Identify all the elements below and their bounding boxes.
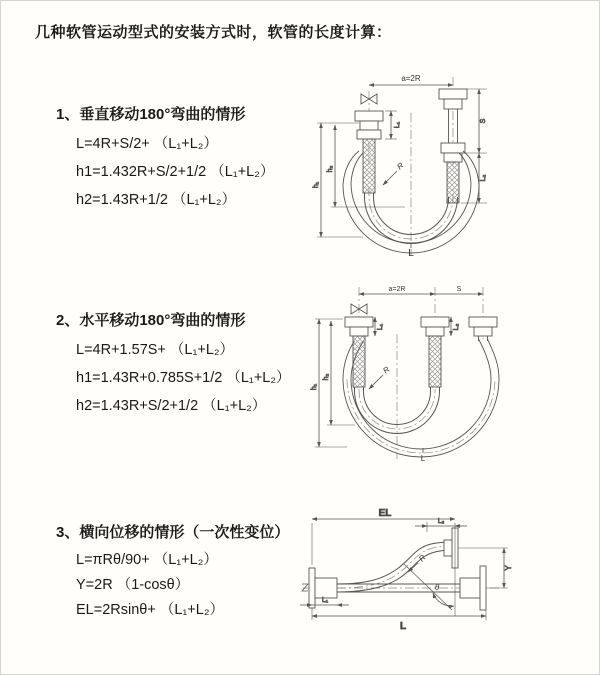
page-title: 几种软管运动型式的安装方式时，软管的长度计算： <box>35 24 392 41</box>
dimension-l1 <box>375 317 384 336</box>
formula-line: L=πRθ/90+ （L₁+L₂） <box>76 552 218 568</box>
centerlines <box>369 77 453 255</box>
radius-label <box>369 365 392 389</box>
dimension-h1 <box>311 319 347 447</box>
section-lateral-displacement <box>56 521 289 623</box>
section-vertical-movement <box>56 103 274 214</box>
centerlines <box>359 287 483 459</box>
formula-line: Y=2R （1-cosθ） <box>76 577 190 593</box>
svg-text:a=2R: a=2R <box>388 286 406 293</box>
svg-text:L₁: L₁ <box>377 323 384 331</box>
left-braided-hose <box>353 336 365 387</box>
formula-line: L=4R+S/2+ （L₁+L₂） <box>76 136 218 152</box>
dimension-l2 <box>451 317 460 336</box>
break-mark <box>302 584 308 591</box>
dimension-l2 <box>415 518 467 532</box>
svg-text:L: L <box>399 621 407 632</box>
dimension-s <box>435 286 483 294</box>
dimension-a2r <box>359 286 435 294</box>
svg-text:R: R <box>381 364 392 376</box>
svg-text:EL: EL <box>378 508 392 519</box>
svg-text:L₂: L₂ <box>453 323 460 331</box>
svg-text:R: R <box>417 553 428 564</box>
length-label <box>421 448 426 463</box>
svg-text:L: L <box>408 248 414 257</box>
right-lower-flange <box>460 566 486 610</box>
dimension-a2r <box>369 74 453 85</box>
dimension-l <box>312 608 486 632</box>
svg-text:S: S <box>480 118 487 124</box>
svg-text:L₁: L₁ <box>394 121 401 129</box>
hose-position-2 <box>343 336 499 457</box>
length-label <box>408 244 414 258</box>
formula-line: h1=1.43R+0.785S+1/2 （L₁+L₂） <box>76 370 291 386</box>
svg-text:Y: Y <box>504 565 513 571</box>
middle-braided-hose <box>429 336 441 387</box>
svg-text:h₁: h₁ <box>313 181 320 189</box>
section-horizontal-movement <box>56 309 290 420</box>
horizontal-180-bend-diagram <box>305 279 555 464</box>
formula-line: h2=1.43R+1/2 （L₁+L₂） <box>76 192 237 208</box>
svg-text:h₂: h₂ <box>327 165 334 173</box>
svg-text:L₁: L₁ <box>321 597 329 604</box>
section-heading: 2、水平移动180°弯曲的情形 <box>56 312 246 329</box>
section-heading: 3、横向位移的情形（一次性变位） <box>56 524 290 541</box>
svg-text:L₂: L₂ <box>480 174 487 182</box>
formula-line: h2=1.43R+S/2+1/2 （L₁+L₂） <box>76 398 267 414</box>
left-fitting <box>355 111 383 139</box>
angle-construction <box>404 564 454 610</box>
dimension-el <box>312 508 455 616</box>
dimension-l1 <box>385 111 401 139</box>
svg-text:h₂: h₂ <box>323 373 330 381</box>
left-braided-hose <box>363 139 375 193</box>
right-fitting <box>469 317 497 336</box>
lateral-displacement-diagram <box>297 499 597 654</box>
radius-label <box>383 161 406 185</box>
right-upper-flange <box>444 528 458 568</box>
middle-fitting <box>421 317 449 336</box>
formula-line: L=4R+1.57S+ （L₁+L₂） <box>76 342 235 358</box>
dimension-l1 <box>300 597 349 605</box>
right-fitting <box>439 89 467 162</box>
svg-text:R: R <box>395 160 406 172</box>
svg-text:h₁: h₁ <box>311 383 318 391</box>
dimension-h2 <box>323 321 355 425</box>
dimension-s <box>465 89 487 153</box>
theta-label: θ <box>434 583 440 592</box>
svg-text:S: S <box>456 286 462 293</box>
formula-line: EL=2Rsinθ+ （L₁+L₂） <box>76 602 224 618</box>
formula-line: h1=1.432R+S/2+1/2 （L₁+L₂） <box>76 164 275 180</box>
vertical-180-bend-diagram <box>307 65 541 257</box>
left-fitting <box>345 317 373 336</box>
svg-text:L: L <box>420 454 426 463</box>
svg-text:a=2R: a=2R <box>401 74 421 83</box>
section-heading: 1、垂直移动180°弯曲的情形 <box>56 106 246 123</box>
svg-text:L₂: L₂ <box>437 518 445 525</box>
dimension-h1 <box>313 123 363 237</box>
